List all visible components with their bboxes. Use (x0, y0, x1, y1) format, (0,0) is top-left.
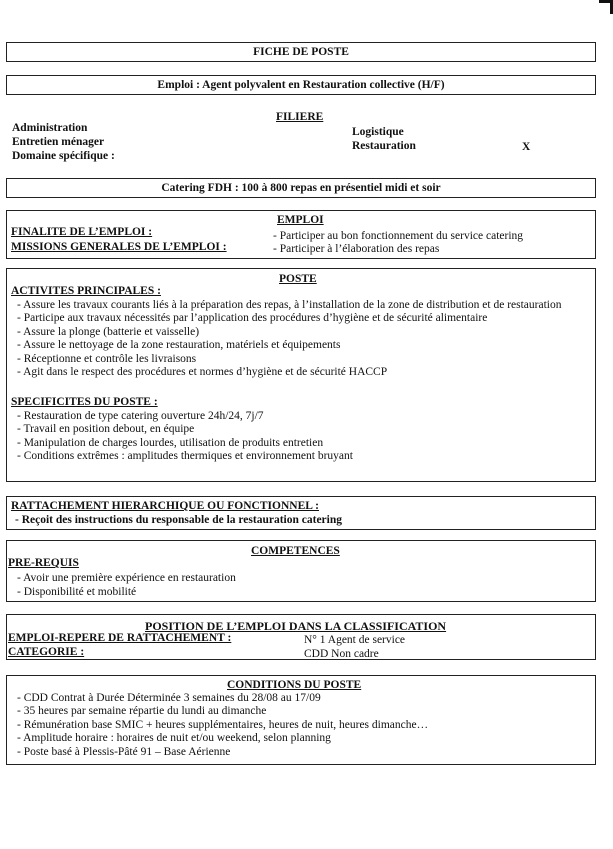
list-item: - Poste basé à Plessis-Pâté 91 – Base Aérienne (17, 745, 231, 758)
catering-line: Catering FDH : 100 à 800 repas en présentiel midi et soir (161, 182, 441, 194)
list-item: - Conditions extrêmes : amplitudes thermiques et environnement bruyant (17, 450, 353, 463)
competences-box (6, 540, 596, 602)
conditions-heading: CONDITIONS DU POSTE (227, 679, 362, 691)
filiere-right-1: Restauration (352, 140, 416, 152)
rattachement-box (6, 496, 596, 530)
emploi-item-0: - Participer au bon fonctionnement du service catering (273, 230, 524, 242)
emploi-item-1: - Participer à l’élaboration des repas (273, 243, 440, 255)
poste-box (6, 268, 596, 482)
poste-heading: POSTE (279, 273, 317, 285)
page-corner-mark (599, 0, 613, 14)
list-item: - Manipulation de charges lourdes, utilisation de produits entretien (17, 436, 324, 449)
filiere-left-1: Entretien ménager (12, 136, 105, 148)
list-item: - CDD Contrat à Durée Déterminée 3 semaines du 28/08 au 17/09 (17, 692, 321, 704)
categorie-value: CDD Non cadre (304, 648, 379, 660)
competences-item-1: - Disponibilité et mobilité (17, 586, 137, 598)
list-item: - Rémunération base SMIC + heures supplémentaires, heures de nuit, heures dimanche… (17, 718, 429, 731)
filiere-right-0: Logistique (352, 126, 404, 138)
emploi-box (6, 210, 596, 259)
list-item: - Assure les travaux courants liés à la préparation des repas, à l’installation de la zone de distribution et de restauration (17, 299, 562, 311)
list-item: - Restauration de type catering ouverture 24h/24, 7j/7 (17, 410, 264, 422)
filiere-left-2: Domaine spécifique : (12, 150, 115, 162)
emploi-heading: EMPLOI (277, 214, 324, 226)
finalite-label: FINALITE DE L’EMPLOI : (11, 226, 153, 238)
emploi-repere-value: N° 1 Agent de service (304, 634, 406, 646)
specificites-list (17, 410, 353, 464)
competences-item-0: - Avoir une première expérience en restauration (17, 572, 236, 584)
conditions-list (17, 692, 428, 759)
categorie-label: CATEGORIE : (8, 646, 85, 658)
missions-label: MISSIONS GENERALES DE L’EMPLOI : (11, 241, 227, 253)
filiere-heading: FILIERE (276, 111, 324, 123)
fiche-header-box (6, 42, 596, 62)
list-item: - Réceptionne et contrôle les livraisons (17, 352, 197, 365)
position-box (6, 614, 596, 660)
emploi-repere-label: EMPLOI-REPERE DE RATTACHEMENT : (8, 632, 232, 644)
list-item: - Travail en position debout, en équipe (17, 423, 195, 436)
emploi-title-box (6, 75, 596, 95)
prereq-label: PRE-REQUIS (8, 557, 79, 569)
page-title: FICHE DE POSTE (253, 46, 349, 58)
activites-list (17, 299, 561, 379)
rattachement-label: RATTACHEMENT HIERARCHIQUE OU FONCTIONNEL : (11, 500, 319, 512)
list-item: - 35 heures par semaine répartie du lundi au dimanche (17, 705, 267, 718)
activites-label: ACTIVITES PRINCIPALES : (11, 285, 161, 297)
conditions-box (6, 675, 596, 765)
catering-box (6, 178, 596, 198)
list-item: - Agit dans le respect des procédures et normes d’hygiène et de sécurité HACCP (17, 366, 388, 379)
rattachement-item: - Reçoit des instructions du responsable de la restauration catering (15, 514, 342, 526)
position-heading: POSITION DE L’EMPLOI DANS LA CLASSIFICATION (145, 619, 447, 633)
list-item: - Assure le nettoyage de la zone restauration, matériels et équipements (17, 339, 341, 352)
filiere-left-0: Administration (12, 122, 88, 134)
list-item: - Amplitude horaire : horaires de nuit et/ou weekend, selon planning (17, 732, 331, 745)
list-item: - Assure la plonge (batterie et vaisselle) (17, 325, 200, 338)
list-item: - Participe aux travaux nécessités par l’application des procédures d’hygiène et de sécurité alimentaire (17, 312, 488, 325)
competences-heading: COMPETENCES (251, 545, 340, 557)
filiere-check-mark: X (522, 141, 531, 153)
emploi-title: Emploi : Agent polyvalent en Restauration collective (H/F) (157, 79, 445, 91)
specificites-label: SPECIFICITES DU POSTE : (11, 396, 158, 408)
